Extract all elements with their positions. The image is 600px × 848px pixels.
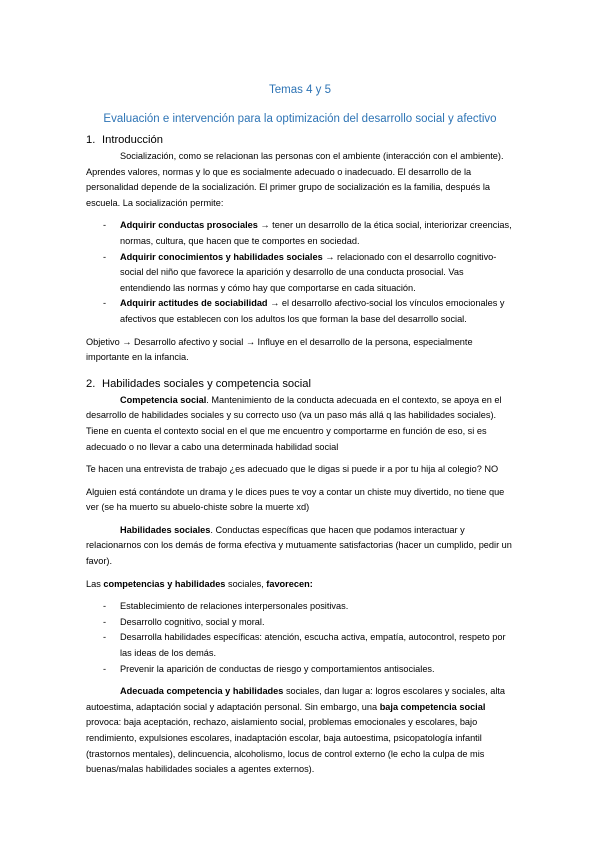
example-paragraph-2: Alguien está contándote un drama y le dices pues te voy a contar un chiste muy divertido, no tiene que ver (se ha muerto su abuelo-chiste sobre la muerte xd) [86, 486, 505, 513]
list-item: - Establecimiento de relaciones interpersonales positivas. [103, 601, 349, 612]
section-heading-habilidades: 2. Habilidades sociales y competencia social [86, 377, 311, 390]
socializacion-list [86, 218, 516, 327]
list-item: - Adquirir conductas prosociales → tener un desarrollo de la ética social, interiorizar creencias, normas, cultura, que hacen que te comportes en sociedad. [103, 220, 512, 246]
document-title: Temas 4 y 5 [269, 84, 331, 96]
list-item: - Adquirir conocimientos y habilidades sociales → relacionado con el desarrollo cognitivo-social del niño que favorece la aparición y desarrollo de una conducta prosocial. Vas entendiendo las normas y cómo hay que comportarse en cada situación. [103, 251, 497, 293]
intro-paragraph: Socialización, como se relacionan las personas con el ambiente (interacción con el ambiente). Aprendes valores, normas y lo que es socialmente adecuado o inadecuado. El desarrollo de la personalidad depende de la socialización. El primer grupo de socialización es la familia, después la escuela. La socialización permite: [86, 151, 504, 208]
document-body [86, 132, 516, 785]
list-item: - Desarrolla habilidades específicas: atención, escucha activa, empatía, autocontrol, respeto por las ideas de los demás. [103, 632, 506, 659]
final-paragraph: Adecuada competencia y habilidades sociales, dan lugar a: logros escolares y sociales, alta autoestima, adaptación social y adaptación personal. Sin embargo, una baja competencia social provoca: baja aceptación, rechazo, aislamiento social, problemas emocionales y escolares, bajo rendimiento, expulsiones escolares, inadaptación escolar, baja autoestima, psicopatología infantil (trastornos mentales), delincuencia, alcoholismo, locus de control externo (le echo la culpa de mis buenas/malas habilidades sociales a agentes externos). [86, 686, 506, 775]
favorecen-paragraph: Las competencias y habilidades sociales, favorecen: [86, 578, 313, 589]
competencia-paragraph: Competencia social. Mantenimiento de la conducta adecuada en el contexto, se apoya en el desarrollo de habilidades sociales y su correcto uso (va un paso más allá q las habilidades sociales). Tiene en cuenta el contexto social en el que me encuentro y comportarme en función de eso, si es adecuado o no llevar a cabo una determinada habilidad social [86, 394, 502, 452]
list-item: - Adquirir actitudes de sociabilidad → el desarrollo afectivo-social los vínculos emocionales y afectivos que establecen con los adultos los que forman la base del desarrollo social. [103, 298, 505, 324]
section-heading-introduccion: 1. Introducción [86, 134, 163, 146]
list-item: - Prevenir la aparición de conductas de riesgo y comportamientos antisociales. [103, 663, 435, 674]
list-item: - Desarrollo cognitivo, social y moral. [103, 616, 265, 627]
example-paragraph-1: Te hacen una entrevista de trabajo ¿es adecuado que le digas si puede ir a por tu hija al colegio? NO [86, 464, 499, 475]
habilidades-paragraph: Habilidades sociales. Conductas específicas que hacen que podamos interactuar y relacionarnos con los demás de forma efectiva y mutuamente satisfactorias (hacer un cumplido, pedir un favor). [86, 524, 512, 567]
favorecen-list [86, 599, 516, 677]
objective-paragraph: Objetivo → Desarrollo afectivo y social → Influye en el desarrollo de la persona, especialmente importante en la infancia. [86, 336, 473, 363]
document-subtitle: Evaluación e intervención para la optimización del desarrollo social y afectivo [103, 113, 497, 125]
